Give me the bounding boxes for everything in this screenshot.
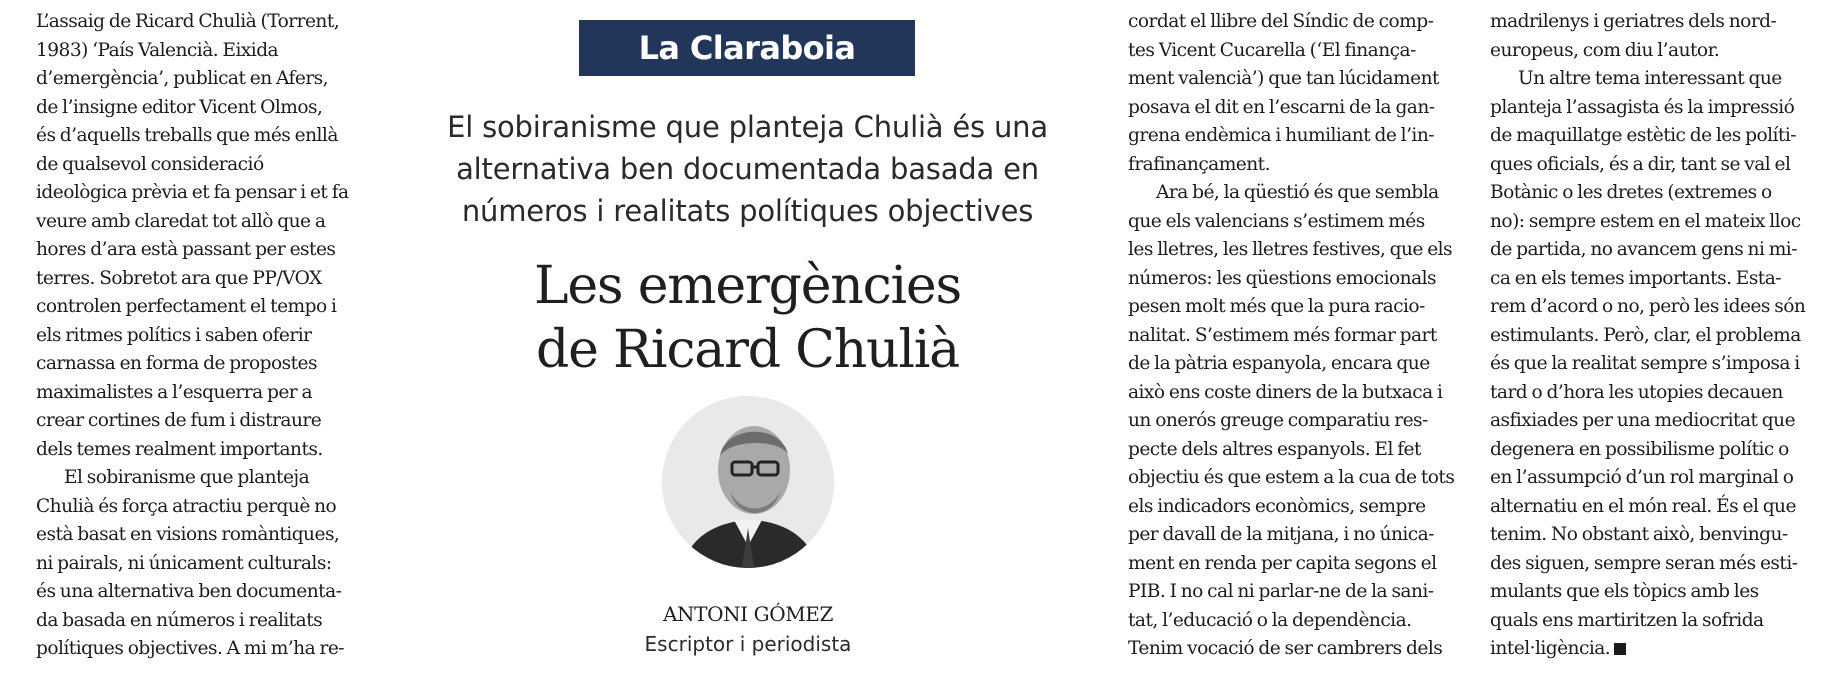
text-line: Un altre tema interessant que — [1518, 68, 1782, 89]
text-line: madrilenys i geriatres dels nord- — [1490, 11, 1777, 32]
text-line: estimulants. Però, clar, el problema — [1490, 324, 1801, 346]
text-line: ca en els temes importants. Esta- — [1490, 267, 1782, 289]
text-line: de maquillatge estètic de les políti- — [1490, 125, 1796, 146]
text-line: pecte dels altres espanyols. El fet — [1128, 438, 1421, 460]
text-line: des siguen, sempre seran més esti- — [1490, 552, 1798, 574]
author-photo — [662, 396, 834, 568]
text-line: alternatiu en el món real. És el que — [1490, 495, 1796, 517]
text-line: ideològica prèvia et fa pensar i et fa — [36, 182, 349, 203]
text-line-last — [1490, 635, 1820, 664]
text-line: és una alternativa ben documenta- — [36, 581, 342, 602]
article-subtitle — [395, 106, 1100, 232]
text-line: de la pàtria espanyola, encara que — [1128, 353, 1430, 374]
text-line: da basada en números i realitats — [36, 609, 323, 631]
text-line: ni pairals, ni únicament culturals: — [36, 552, 332, 574]
text-line: tat, l’educació o la dependència. — [1128, 609, 1412, 631]
text-line: és que la realitat sempre s’imposa i — [1490, 353, 1800, 374]
text-line: tenim. No obstant això, benvingu- — [1490, 524, 1788, 545]
author-name: ANTONI GÓMEZ — [663, 602, 833, 626]
text-line: quals ens martiritzen la sofrida — [1490, 609, 1764, 631]
text-line: en l’assumpció d’un rol marginal o — [1490, 467, 1794, 488]
text-line: polítiques objectives. A mi m’ha re- — [36, 638, 345, 659]
text-line: rem d’acord o no, però les idees són — [1490, 296, 1806, 317]
text-line: carnassa en forma de propostes — [36, 353, 317, 374]
section-title: La Claraboia — [638, 29, 856, 67]
text-line: els indicadors econòmics, sempre — [1128, 495, 1426, 517]
text-line: veure amb claredat tot allò que a — [36, 210, 326, 232]
text-line: intel·ligència. — [1490, 638, 1611, 659]
subtitle-line: alternativa ben documentada basada en — [456, 152, 1039, 186]
text-line: per davall de la mitjana, i no única- — [1128, 524, 1434, 545]
text-line: tard o d’hora les utopies decauen — [1490, 381, 1783, 403]
column-3 — [1128, 8, 1468, 664]
text-line: Chulià és força atractiu perquè no — [36, 495, 337, 517]
text-line: crear cortines de fum i distraure — [36, 410, 322, 431]
text-line: PIB. I no cal ni parlar-ne de la sani- — [1128, 581, 1434, 602]
text-line: un onerós greuge comparatiu res- — [1128, 410, 1428, 431]
text-line: posava el dit en l’escarni de la gan- — [1128, 96, 1435, 118]
text-line: nalitat. S’estimem més formar part — [1128, 324, 1437, 346]
text-line: controlen perfectament el tempo i — [36, 296, 337, 317]
text-line: números: les qüestions emocionals — [1128, 267, 1437, 289]
text-line: ment valencià’) que tan lúcidament — [1128, 68, 1439, 89]
text-line: asfixiades per una mediocritat que — [1490, 410, 1796, 431]
text-line: 1983) ‘País Valencià. Eixida — [36, 39, 279, 61]
text-line: Botànic o les dretes (extremes o — [1490, 182, 1772, 203]
column-4 — [1490, 8, 1820, 664]
end-of-article-mark — [1614, 643, 1626, 655]
text-line: d’emergència’, publicat en Afers, — [36, 68, 329, 89]
text-line: objectiu és que estem a la cua de tots — [1128, 467, 1455, 488]
text-line: terres. Sobretot ara que PP/VOX — [36, 267, 322, 289]
headline-line: de Ricard Chulià — [535, 320, 959, 380]
text-line: planteja l’assagista és la impressió — [1490, 96, 1795, 118]
text-line: Ara bé, la qüestió és que sembla — [1156, 182, 1439, 203]
text-line: maximalistes a l’esquerra per a — [36, 381, 313, 403]
section-banner — [579, 20, 915, 76]
subtitle-line: El sobiranisme que planteja Chulià és una — [447, 110, 1048, 144]
text-line: no): sempre estem en el mateix lloc — [1490, 210, 1801, 232]
text-line: ment en renda per capita segons el — [1128, 552, 1437, 574]
text-line: és d’aquells treballs que més enllà — [36, 125, 338, 146]
text-line: està basat en visions romàntiques, — [36, 524, 340, 545]
text-line: ques oficials, és a dir, tant se val el — [1490, 153, 1791, 175]
text-line: de qualsevol consideració — [36, 153, 264, 175]
text-line: El sobiranisme que planteja — [64, 467, 310, 488]
text-line: Tenim vocació de ser cambrers dels — [1128, 638, 1443, 659]
text-line: els ritmes polítics i saben oferir — [36, 324, 312, 346]
text-line: de l’insigne editor Vicent Olmos, — [36, 96, 323, 118]
column-1 — [36, 8, 366, 664]
text-line: degenera en possibilisme polític o — [1490, 438, 1789, 460]
author-role: Escriptor i periodista — [644, 632, 852, 656]
text-line: dels temes realment importants. — [36, 438, 323, 460]
headline-line: Les emergències — [534, 256, 961, 316]
text-line: de partida, no avancem gens ni mi- — [1490, 239, 1797, 260]
article-headline — [500, 254, 995, 382]
text-line: tes Vicent Cucarella (‘El finança- — [1128, 39, 1416, 61]
text-line: que els valencians s’estimem més — [1128, 210, 1425, 232]
text-line: això ens coste diners de la butxaca i — [1128, 381, 1443, 403]
text-line: grena endèmica i humiliant de l’in- — [1128, 125, 1434, 146]
text-line: frafinançament. — [1128, 153, 1270, 175]
text-line: cordat el llibre del Síndic de comp- — [1128, 11, 1434, 32]
text-line: mulants que els tòpics amb les — [1490, 581, 1759, 602]
text-line: pesen molt més que la pura racio- — [1128, 296, 1425, 317]
text-line: les lletres, les lletres festives, que els — [1128, 239, 1453, 260]
subtitle-line: números i realitats polítiques objectives — [461, 194, 1034, 228]
text-line: europeus, com diu l’autor. — [1490, 39, 1720, 61]
text-line: hores d’ara està passant per estes — [36, 239, 336, 260]
text-line: L’assaig de Ricard Chulià (Torrent, — [36, 11, 340, 32]
